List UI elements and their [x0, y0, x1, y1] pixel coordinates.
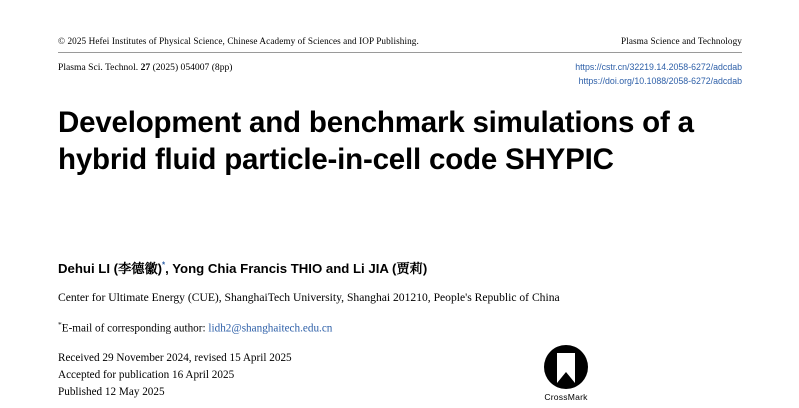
publication-dates [58, 350, 518, 401]
crossmark-bookmark-icon [544, 345, 588, 389]
doi-link[interactable]: https://doi.org/10.1088/2058-6272/adcdab [578, 76, 742, 86]
page-header [58, 36, 742, 46]
journal-name: Plasma Science and Technology [620, 36, 742, 46]
email-marker: * [58, 320, 62, 329]
copyright-text: © 2025 Hefei Institutes of Physical Science, Chinese Academy of Sciences and IOP Publishing. [58, 36, 419, 46]
header-divider [58, 52, 742, 53]
corresponding-author-marker: * [162, 260, 166, 270]
citation-rest: (2025) 054007 (8pp) [152, 62, 233, 73]
affiliation-text: Center for Ultimate Energy (CUE), ShanghaiTech University, Shanghai 201210, People's Republic of China [58, 291, 560, 304]
crossmark-badge[interactable] [529, 345, 603, 407]
citation-text [58, 62, 233, 73]
author-names-pre: Dehui LI (李德徽) [58, 261, 163, 276]
citation-volume: 27 [140, 62, 151, 73]
author-names-post: , Yong Chia Francis THIO and Li JIA (贾莉) [165, 261, 428, 276]
email-label: E-mail of corresponding author: [61, 322, 209, 335]
author-list [58, 258, 748, 277]
citation-journal-abbrev: Plasma Sci. Technol. [58, 62, 139, 73]
email-link[interactable]: lidh2@shanghaitech.edu.cn [208, 322, 333, 335]
page-title: Development and benchmark simulations of a hybrid fluid particle-in-cell code SHYPIC [58, 106, 694, 177]
crossmark-label: CrossMark [544, 392, 588, 402]
received-date: Received 29 November 2024, revised 15 April 2025 [58, 352, 292, 364]
cstr-link[interactable]: https://cstr.cn/32219.14.2058-6272/adcdab [575, 62, 742, 72]
link-list [575, 62, 742, 86]
citation-row [58, 62, 742, 86]
accepted-date: Accepted for publication 16 April 2025 [58, 369, 235, 382]
published-date: Published 12 May 2025 [58, 386, 165, 399]
corresponding-email-line [58, 320, 748, 335]
